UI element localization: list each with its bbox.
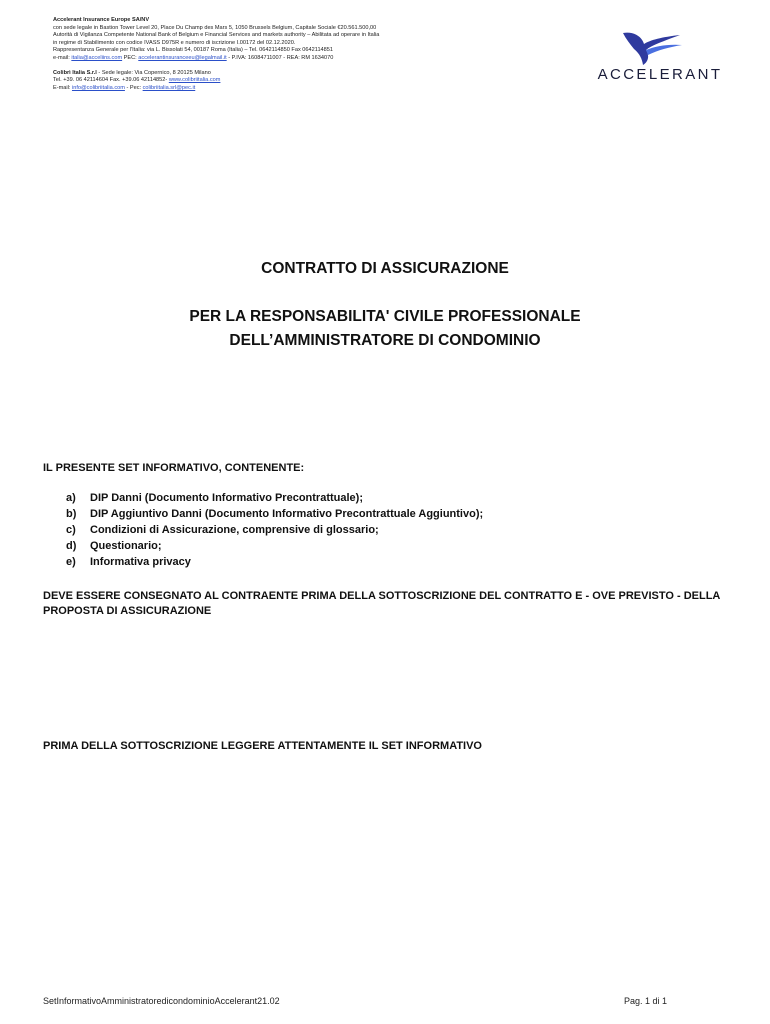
accelerant-bird-logo-icon <box>590 28 730 68</box>
list-item <box>66 555 483 571</box>
colibri-pec-link[interactable]: colibriitalia.srl@pec.it <box>142 84 196 91</box>
document-code: SetInformativoAmministratoredicondominioAccelerant21.02 <box>43 996 280 1006</box>
list-item-text: Questionario; <box>90 540 162 552</box>
read-notice: PRIMA DELLA SOTTOSCRIZIONE LEGGERE ATTENTAMENTE IL SET INFORMATIVO <box>43 740 482 752</box>
colibri-pec-prefix: - Pec: <box>124 84 143 91</box>
company-header <box>53 17 493 92</box>
document-title: CONTRATTO DI ASSICURAZIONE <box>261 260 509 277</box>
colibri-email-line <box>53 85 493 93</box>
colibri-name: Colibrì Italia S.r.l <box>53 69 97 76</box>
email-link[interactable]: italia@acceliins.com <box>71 54 123 61</box>
logo-text: ACCELERANT <box>597 66 723 83</box>
document-subtitle-line1: PER LA RESPONSABILITA' CIVILE PROFESSIONALE <box>189 308 581 325</box>
email-prefix: e-mail: <box>53 54 72 61</box>
vat-info: - P.IVA: 16084711007 - REA: RM 1634070 <box>226 54 334 61</box>
colibri-address: - Sede legale: Via Copernico, 8 20125 Milano <box>96 69 211 76</box>
colibri-address-line <box>53 70 493 78</box>
header-line: Autorità di Vigilanza Competente National Bank of Belgium e Financial Services and markets authority – Abilitata ad operare in Italia <box>53 32 380 39</box>
list-item-text: DIP Aggiuntivo Danni (Documento Informativo Precontrattuale Aggiuntivo); <box>90 508 484 520</box>
page-number: Pag. 1 di 1 <box>624 996 668 1006</box>
list-item-text: DIP Danni (Documento Informativo Precontrattuale); <box>90 492 363 504</box>
list-item-letter: e) <box>66 556 76 568</box>
contents-intro: IL PRESENTE SET INFORMATIVO, CONTENENTE: <box>43 462 305 474</box>
header-line: Rappresentanza Generale per l'Italia: via L. Bissolati 54, 00187 Roma (Italia) – Tel. 0642114850 Fax 0642114851 <box>53 47 334 54</box>
list-item <box>66 539 483 555</box>
pec-link[interactable]: accelerantinsuranceeu@legalmail.it <box>138 54 227 61</box>
colibri-phone: Tel. +39. 06 42114604 Fax. +39.06 42114852- <box>53 77 169 84</box>
colibri-email-link[interactable]: info@colibriitalia.com <box>71 84 125 91</box>
list-item-text: Informativa privacy <box>90 556 191 568</box>
list-item-text: Condizioni di Assicurazione, comprensive di glossario; <box>90 524 379 536</box>
company-name: Accelerant Insurance Europe SA/NV <box>53 17 150 23</box>
list-item-letter: c) <box>66 524 76 536</box>
list-item-letter: a) <box>66 492 76 504</box>
list-item-letter: d) <box>66 540 77 552</box>
header-email-line <box>53 55 493 63</box>
header-line: con sede legale in Bastion Tower Level 20, Place Du Champ des Mars 5, 1050 Brussels Belgium, Capitale Sociale €20.561.500,00 <box>53 24 377 31</box>
list-item <box>66 491 483 507</box>
list-item-letter: b) <box>66 508 77 520</box>
pec-label: PEC: <box>122 54 139 61</box>
accelerant-logo <box>590 28 730 86</box>
colibri-phone-line <box>53 77 493 85</box>
header-line: in regime di Stabilimento con codice IVASS D975R e numero di iscrizione I.00172 del 02.12.2020. <box>53 39 296 46</box>
colibri-website-link[interactable]: www.colibriitalia.com <box>168 77 221 84</box>
document-subtitle-line2: DELL’AMMINISTRATORE DI CONDOMINIO <box>229 332 541 349</box>
list-item <box>66 523 483 539</box>
contents-list <box>66 491 483 571</box>
list-item <box>66 507 483 523</box>
delivery-notice: DEVE ESSERE CONSEGNATO AL CONTRAENTE PRIMA DELLA SOTTOSCRIZIONE DEL CONTRATTO E - OVE PREVISTO - DELLA PROPOSTA DI ASSICURAZIONE <box>43 590 720 617</box>
colibri-email-prefix: E-mail: <box>53 84 72 91</box>
